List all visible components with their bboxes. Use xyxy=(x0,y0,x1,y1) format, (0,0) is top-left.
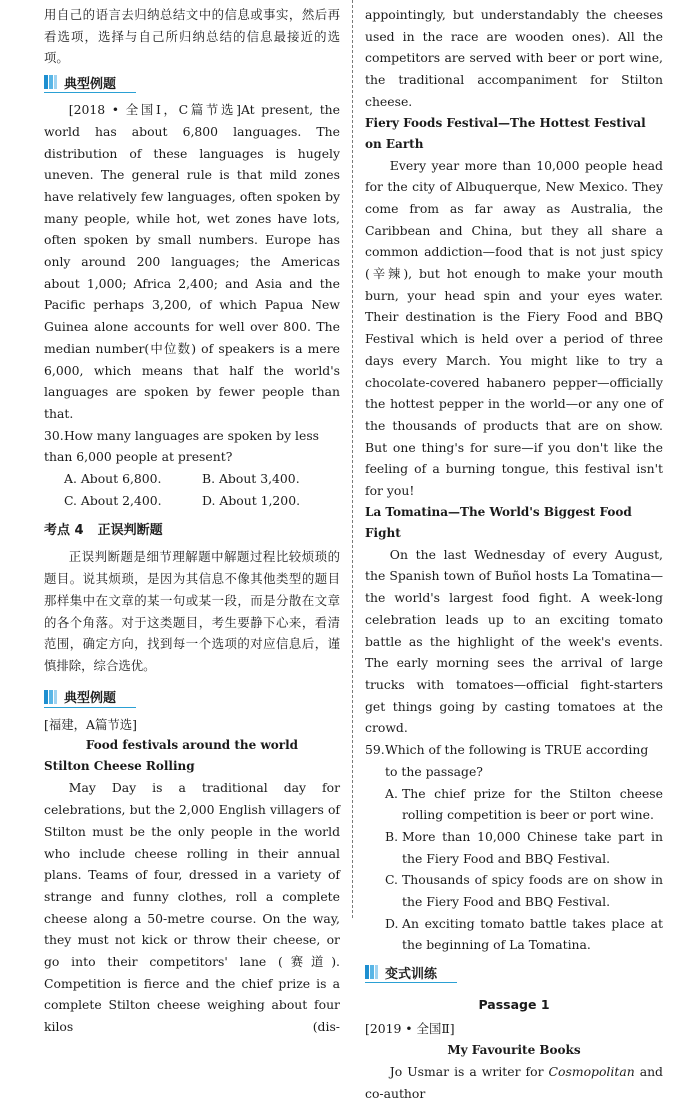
bars-icon xyxy=(44,75,58,89)
option-b[interactable]: B. About 3,400. xyxy=(202,471,300,487)
question-text: Which of the following is TRUE according to the passage? xyxy=(385,742,649,779)
option-text: More than 10,000 Chinese take part in the Fiery Food and BBQ Festival. xyxy=(402,828,663,866)
option-label: C. xyxy=(385,872,398,888)
passage-text-b: and co-author xyxy=(365,1063,663,1101)
column-divider xyxy=(352,0,353,918)
option-text: Thousands of spicy foods are on show in the Fiery Food and BBQ Festival. xyxy=(402,872,663,910)
section-description: 正误判断题是细节理解题中解题过程比较烦琐的题目。说其烦琐，是因为其信息不像其他类型的题目那样集中在文章的某一句或某一段，而是分散在文章的各个角落。对于这类题目，考生要静下心来，看清范围，确定方向，找到每一个选项的对应信息后，谨慎排除，综合选优。 xyxy=(44,549,340,673)
option-text: The chief prize for the Stilton cheese rolling competition is beer or port wine. xyxy=(402,785,663,823)
option-a[interactable]: A. About 6,800. xyxy=(64,471,162,487)
fiery-paragraph: Every year more than 10,000 people head for the city of Albuquerque, New Mexico. They come from as far away as Australia, the Caribbean and China, but they all share a common addiction—food that is not just spicy (辛辣), but hot enough to make your mouth burn, your head spin and your eyes water. Their destination is the Fiery Food and BBQ Festival which is held over a period of three days every March. You might like to try a chocolate-covered habanero pepper—officially the hottest pepper in the world—or any one of the thousands of products that are on show. But one thing's for sure—if you don't like the feeling of a burning tongue, this festival isn't for you! xyxy=(365,157,663,499)
option-a[interactable] xyxy=(382,783,663,826)
section-label: 考点 4 xyxy=(44,523,84,539)
question-59 xyxy=(365,739,663,782)
question-number: 30. xyxy=(44,427,64,443)
passage-paragraph xyxy=(365,1061,663,1104)
section-heading xyxy=(44,519,340,538)
heading-label: 典型例题 xyxy=(64,76,117,92)
passage-heading: My Favourite Books xyxy=(447,1042,581,1057)
passage-text-a: Jo Usmar is a writer for xyxy=(389,1063,549,1079)
bars-icon xyxy=(44,690,58,704)
passage-source: [2019 • 全国Ⅱ] xyxy=(365,1021,455,1037)
example-1-text: At present, the world has about 6,800 languages. The distribution of these languages is hugely uneven. The general rule is that mild zones have relatively few languages, often spoken by many people, while hot, wet zones have lots, often spoken by small numbers. Europe has only around 200 languages; the Americas about 1,000; Africa 2,400; and Asia and the Pacific perhaps 3,200, of which Papua New Guinea alone accounts for well over 800. The median number(中位数) of speakers is a mere 6,000, which means that half the world's languages are spoken by fewer people than that. xyxy=(44,102,340,421)
section-title: 正误判断题 xyxy=(97,523,163,539)
example-heading-1 xyxy=(44,72,136,93)
option-label: B. xyxy=(385,828,399,844)
example-1-paragraph xyxy=(44,99,340,425)
example-1-source: [2018 • 全国Ⅰ，C篇节选] xyxy=(68,102,241,118)
question-30-options xyxy=(44,468,340,511)
practice-heading xyxy=(365,962,457,983)
tomatina-paragraph: On the last Wednesday of every August, the Spanish town of Buñol hosts La Tomatina—the world's largest food fight. A week-long celebration leads up to an exciting tomato battle as the highlight of the week's events. The early morning sees the arrival of large trucks with tomatoes—official fight-starters get things going by casting tomatoes at the crowd. xyxy=(365,546,663,736)
question-number: 59. xyxy=(365,742,385,758)
heading-label: 变式训练 xyxy=(385,966,438,982)
option-b[interactable] xyxy=(382,826,663,869)
question-text: How many languages are spoken by less than 6,000 people at present? xyxy=(44,427,320,465)
heading-label: 典型例题 xyxy=(64,691,117,707)
option-c[interactable]: C. About 2,400. xyxy=(64,492,162,508)
option-label: A. xyxy=(385,785,398,801)
left-column xyxy=(44,4,340,1038)
magazine-name: Cosmopolitan xyxy=(548,1063,635,1079)
option-d[interactable]: D. About 1,200. xyxy=(202,492,301,508)
option-d[interactable] xyxy=(382,913,663,956)
option-text: An exciting tomato battle takes place at the beginning of La Tomatina. xyxy=(402,915,663,953)
stilton-heading: Stilton Cheese Rolling xyxy=(44,759,195,774)
option-label: D. xyxy=(385,915,399,931)
fiery-heading: Fiery Foods Festival—The Hottest Festival on Earth xyxy=(365,115,646,151)
stilton-paragraph: May Day is a traditional day for celebrations, but the 2,000 English villagers of Stilton must be the only people in the world who include cheese rolling in their annual plans. Teams of four, dressed in a variety of strange and funny clothes, roll a complete cheese along a 50-metre course. On the way, they must not kick or throw their cheese, or go into their competitors' lane (赛道). Competition is fierce and the chief prize is a complete Stilton cheese weighing about four kilos (dis- xyxy=(44,780,340,1035)
example-heading-2 xyxy=(44,687,136,708)
option-c[interactable] xyxy=(382,869,663,912)
right-column xyxy=(365,4,663,1104)
stilton-continued-paragraph: appointingly, but understandably the cheeses used in the race are wooden ones). All the competitors are served with beer or port wine, the traditional accompaniment for Stilton cheese. xyxy=(365,7,663,109)
intro-paragraph: 用自己的语言去归纳总结文中的信息或事实，然后再看选项，选择与自己所归纳总结的信息最接近的选项。 xyxy=(44,7,340,66)
question-30 xyxy=(44,425,340,468)
tomatina-heading: La Tomatina—The World's Biggest Food Fight xyxy=(365,504,632,540)
example-2-source: [福建，A篇节选] xyxy=(44,716,137,732)
article-title: Food festivals around the world xyxy=(85,738,299,753)
bars-icon xyxy=(365,965,379,979)
passage-title: Passage 1 xyxy=(478,997,550,1013)
